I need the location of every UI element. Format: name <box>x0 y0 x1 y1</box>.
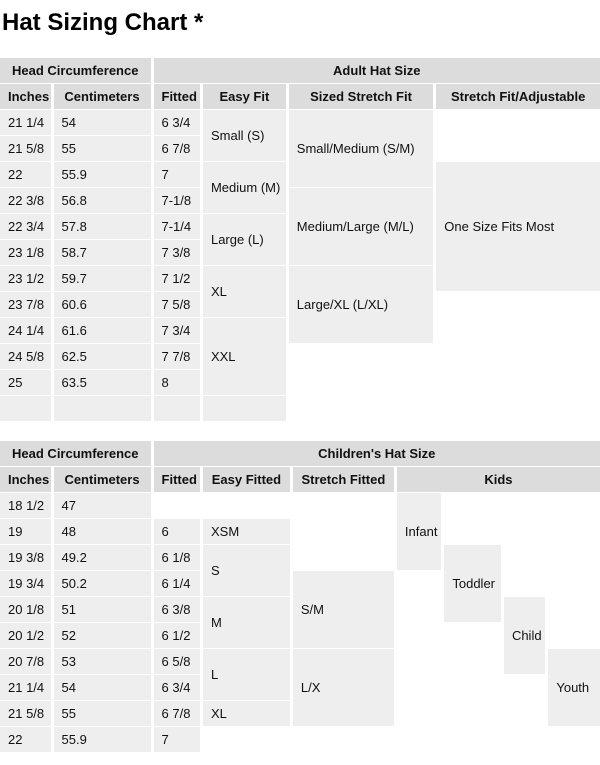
cell-fitted: 7-1/4 <box>154 214 200 239</box>
cell-blank <box>548 571 600 596</box>
cell-inches: 22 3/4 <box>0 214 51 239</box>
cell-blank <box>293 727 394 752</box>
col-header-stretch-fitted: Stretch Fitted <box>293 467 394 492</box>
cell-blank <box>289 370 433 395</box>
cell-centimeters: 62.5 <box>54 344 151 369</box>
col-header-fitted: Fitted <box>154 467 200 492</box>
cell-blank <box>436 370 600 395</box>
cell-fitted: 7 <box>154 727 200 752</box>
cell-easy-fit: Large (L) <box>203 214 286 265</box>
cell-blank <box>289 396 433 421</box>
cell-inches: 21 1/4 <box>0 110 51 135</box>
cell-centimeters: 54 <box>54 675 151 700</box>
table-row <box>0 370 600 395</box>
cell-blank <box>444 493 501 518</box>
table-row <box>0 519 600 544</box>
cell-easy-fit: XL <box>203 266 286 317</box>
cell-blank <box>504 519 545 544</box>
cell-blank <box>397 675 441 700</box>
children-hat-size-header: Children's Hat Size <box>154 441 600 466</box>
page-title: Hat Sizing Chart * <box>2 9 204 36</box>
cell-blank <box>444 519 501 544</box>
cell-easy-fit: Medium (M) <box>203 162 286 213</box>
cell-centimeters: 55 <box>54 701 151 726</box>
cell-centimeters: 63.5 <box>54 370 151 395</box>
cell-centimeters: 49.2 <box>54 545 151 570</box>
cell-blank <box>203 493 290 518</box>
table-header-row <box>0 58 600 83</box>
cell-fitted: 6 1/2 <box>154 623 200 648</box>
head-circumference-header: Head Circumference <box>0 441 151 466</box>
cell-blank <box>444 675 501 700</box>
cell-blank <box>548 493 600 518</box>
cell-centimeters: 53 <box>54 649 151 674</box>
cell-easy-fitted: XL <box>203 701 290 726</box>
cell-blank <box>293 493 394 518</box>
children-hat-size-table <box>0 440 600 753</box>
cell-easy-fitted: XSM <box>203 519 290 544</box>
cell-blank <box>548 623 600 648</box>
table-row <box>0 571 600 596</box>
cell-blank <box>444 649 501 674</box>
cell-inches: 23 1/2 <box>0 266 51 291</box>
cell-fitted: 6 3/4 <box>154 675 200 700</box>
cell-blank <box>397 597 441 622</box>
cell-blank <box>504 675 545 700</box>
cell-inches: 24 5/8 <box>0 344 51 369</box>
cell-kids-youth: Youth <box>548 649 600 726</box>
cell-blank <box>154 493 200 518</box>
cell-centimeters: 58.7 <box>54 240 151 265</box>
cell-fitted: 7 <box>154 162 200 187</box>
table-row <box>0 396 600 421</box>
cell-centimeters: 52 <box>54 623 151 648</box>
cell-inches: 22 3/8 <box>0 188 51 213</box>
cell-inches <box>0 396 51 421</box>
cell-fitted: 7 7/8 <box>154 344 200 369</box>
cell-easy-fitted: S <box>203 545 290 596</box>
adult-hat-size-table <box>0 57 600 422</box>
cell-inches: 20 1/8 <box>0 597 51 622</box>
cell-fitted: 6 7/8 <box>154 136 200 161</box>
cell-blank <box>548 597 600 622</box>
cell-fitted: 6 7/8 <box>154 701 200 726</box>
table-row <box>0 493 600 518</box>
cell-fitted: 6 <box>154 519 200 544</box>
col-header-inches: Inches <box>0 467 51 492</box>
cell-fitted: 6 1/4 <box>154 571 200 596</box>
cell-inches: 21 5/8 <box>0 701 51 726</box>
cell-inches: 19 3/4 <box>0 571 51 596</box>
cell-centimeters: 55.9 <box>54 162 151 187</box>
cell-blank <box>548 519 600 544</box>
cell-blank <box>548 727 600 752</box>
cell-fitted: 6 3/8 <box>154 597 200 622</box>
cell-inches: 18 1/2 <box>0 493 51 518</box>
head-circumference-header: Head Circumference <box>0 58 151 83</box>
cell-kids-infant: Infant <box>397 493 441 570</box>
cell-blank <box>436 344 600 369</box>
cell-blank <box>203 727 290 752</box>
table-subheader-row <box>0 84 600 109</box>
cell-inches: 21 1/4 <box>0 675 51 700</box>
cell-fitted: 6 5/8 <box>154 649 200 674</box>
cell-inches: 23 7/8 <box>0 292 51 317</box>
col-header-inches: Inches <box>0 84 51 109</box>
cell-stretch-fitted: L/X <box>293 649 394 726</box>
cell-easy-fitted: M <box>203 597 290 648</box>
cell-blank <box>504 493 545 518</box>
cell-fitted: 7-1/8 <box>154 188 200 213</box>
cell-blank <box>436 396 600 421</box>
cell-centimeters: 48 <box>54 519 151 544</box>
table-header-row <box>0 441 600 466</box>
cell-centimeters: 57.8 <box>54 214 151 239</box>
col-header-easy-fitted: Easy Fitted <box>203 467 290 492</box>
cell-centimeters <box>54 396 151 421</box>
cell-blank <box>504 701 545 726</box>
cell-inches: 22 <box>0 727 51 752</box>
cell-easy-fitted: L <box>203 649 290 700</box>
cell-centimeters: 55.9 <box>54 727 151 752</box>
cell-sized-stretch-fit: Medium/Large (M/L) <box>289 188 433 265</box>
table-row <box>0 727 600 752</box>
cell-fitted: 7 1/2 <box>154 266 200 291</box>
cell-blank <box>504 727 545 752</box>
cell-inches: 20 7/8 <box>0 649 51 674</box>
cell-stretch-fit-adjustable: One Size Fits Most <box>436 162 600 291</box>
cell-sized-stretch-fit: Small/Medium (S/M) <box>289 110 433 187</box>
cell-blank <box>397 727 441 752</box>
cell-stretch-fitted: S/M <box>293 571 394 648</box>
cell-blank <box>504 571 545 596</box>
cell-fitted: 8 <box>154 370 200 395</box>
cell-fitted: 6 1/8 <box>154 545 200 570</box>
cell-fitted <box>154 396 200 421</box>
col-header-sized-stretch-fit: Sized Stretch Fit <box>289 84 433 109</box>
table-row <box>0 344 600 369</box>
cell-kids-toddler: Toddler <box>444 545 501 622</box>
cell-centimeters: 50.2 <box>54 571 151 596</box>
cell-centimeters: 60.6 <box>54 292 151 317</box>
cell-inches: 23 1/8 <box>0 240 51 265</box>
cell-kids-child: Child <box>504 597 545 674</box>
cell-fitted: 6 3/4 <box>154 110 200 135</box>
cell-blank <box>436 136 600 161</box>
adult-hat-size-header: Adult Hat Size <box>154 58 600 83</box>
table-row <box>0 545 600 570</box>
cell-fitted: 7 3/4 <box>154 318 200 343</box>
col-header-kids: Kids <box>397 467 600 492</box>
col-header-stretch-fit-adjustable: Stretch Fit/Adjustable <box>436 84 600 109</box>
cell-fitted: 7 3/8 <box>154 240 200 265</box>
cell-inches: 25 <box>0 370 51 395</box>
cell-blank <box>444 623 501 648</box>
table-row <box>0 110 600 135</box>
cell-inches: 19 <box>0 519 51 544</box>
cell-blank <box>289 344 433 369</box>
col-header-centimeters: Centimeters <box>54 84 151 109</box>
cell-centimeters: 56.8 <box>54 188 151 213</box>
cell-centimeters: 55 <box>54 136 151 161</box>
cell-sized-stretch-fit: Large/XL (L/XL) <box>289 266 433 343</box>
cell-blank <box>397 701 441 726</box>
cell-easy-fit: XXL <box>203 318 286 395</box>
cell-blank <box>293 545 394 570</box>
cell-inches: 22 <box>0 162 51 187</box>
cell-blank <box>436 318 600 343</box>
cell-inches: 24 1/4 <box>0 318 51 343</box>
cell-inches: 21 5/8 <box>0 136 51 161</box>
cell-easy-fit-empty <box>203 396 286 421</box>
cell-inches: 19 3/8 <box>0 545 51 570</box>
cell-centimeters: 47 <box>54 493 151 518</box>
col-header-centimeters: Centimeters <box>54 467 151 492</box>
col-header-easy-fit: Easy Fit <box>203 84 286 109</box>
cell-blank <box>293 519 394 544</box>
cell-blank <box>397 623 441 648</box>
col-header-fitted: Fitted <box>154 84 200 109</box>
cell-centimeters: 51 <box>54 597 151 622</box>
cell-blank <box>504 545 545 570</box>
cell-blank <box>397 571 441 596</box>
cell-centimeters: 61.6 <box>54 318 151 343</box>
cell-blank <box>397 649 441 674</box>
cell-centimeters: 54 <box>54 110 151 135</box>
cell-blank <box>444 701 501 726</box>
cell-inches: 20 1/2 <box>0 623 51 648</box>
cell-fitted: 7 5/8 <box>154 292 200 317</box>
cell-blank <box>436 110 600 135</box>
cell-easy-fit: Small (S) <box>203 110 286 161</box>
cell-centimeters: 59.7 <box>54 266 151 291</box>
cell-blank <box>548 545 600 570</box>
table-subheader-row <box>0 467 600 492</box>
cell-blank <box>444 727 501 752</box>
cell-blank <box>436 292 600 317</box>
